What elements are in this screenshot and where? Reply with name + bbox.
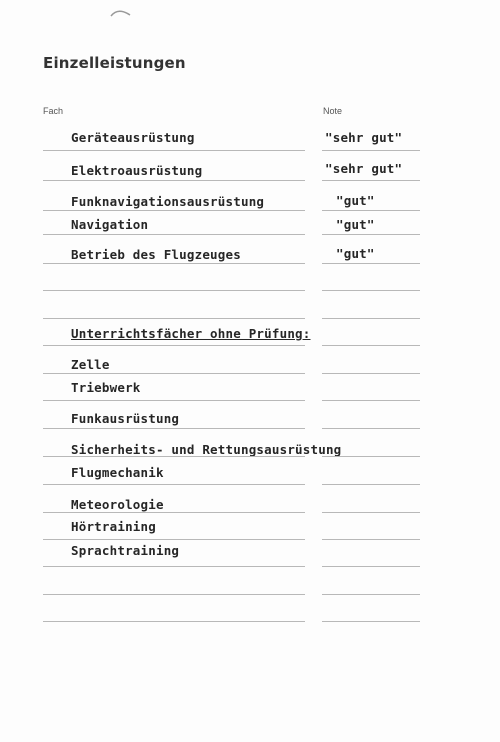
rule-line	[322, 594, 420, 595]
rule-line	[43, 456, 305, 457]
punch-mark-icon	[110, 8, 132, 18]
unexamined-subject-4: Sicherheits- und Rettungsausrüstung	[71, 442, 342, 457]
rule-line	[322, 400, 420, 401]
rule-line	[43, 484, 305, 485]
rule-line	[322, 263, 420, 264]
grade-row-3: "gut"	[336, 193, 375, 208]
rule-line	[322, 290, 420, 291]
subject-row-1: Geräteausrüstung	[71, 130, 195, 145]
subject-row-5: Betrieb des Flugzeuges	[71, 247, 241, 262]
rule-line	[322, 621, 420, 622]
rule-line	[43, 594, 305, 595]
rule-line	[43, 373, 305, 374]
subject-row-3: Funknavigationsausrüstung	[71, 194, 265, 209]
rule-line	[322, 484, 420, 485]
rule-line	[322, 456, 420, 457]
rule-line	[322, 318, 420, 319]
rule-line	[43, 539, 305, 540]
rule-line	[43, 400, 305, 401]
rule-line	[43, 263, 305, 264]
rule-line	[43, 345, 305, 346]
rule-line	[322, 566, 420, 567]
rule-line	[43, 150, 305, 151]
rule-line	[43, 210, 305, 211]
grade-row-1: "sehr gut"	[325, 130, 403, 145]
grade-row-2: "sehr gut"	[325, 161, 403, 176]
rule-line	[43, 290, 305, 291]
rule-line	[322, 180, 420, 181]
unexamined-subject-2: Triebwerk	[71, 380, 141, 395]
rule-line	[322, 512, 420, 513]
subject-row-2: Elektroausrüstung	[71, 163, 203, 178]
unexamined-subject-1: Zelle	[71, 357, 110, 372]
unexamined-subject-7: Hörtraining	[71, 519, 156, 534]
unexamined-subject-8: Sprachtraining	[71, 543, 180, 558]
subject-row-4: Navigation	[71, 217, 149, 232]
rule-line	[43, 512, 305, 513]
rule-line	[43, 234, 305, 235]
rule-line	[43, 180, 305, 181]
column-header-subject: Fach	[43, 106, 64, 116]
rule-line	[43, 428, 305, 429]
column-header-grade: Note	[323, 106, 343, 116]
grade-row-5: "gut"	[336, 246, 375, 261]
unexamined-subject-5: Flugmechanik	[71, 465, 164, 480]
unexamined-subject-3: Funkausrüstung	[71, 411, 180, 426]
grade-row-4: "gut"	[336, 217, 375, 232]
rule-line	[43, 621, 305, 622]
unexamined-subject-6: Meteorologie	[71, 497, 164, 512]
rule-line	[322, 373, 420, 374]
rule-line	[43, 318, 305, 319]
section-title: Einzelleistungen	[43, 54, 186, 72]
rule-line	[322, 345, 420, 346]
unexamined-heading: Unterrichtsfächer ohne Prüfung:	[71, 326, 311, 341]
rule-line	[322, 539, 420, 540]
rule-line	[322, 210, 420, 211]
rule-line	[322, 428, 420, 429]
rule-line	[322, 234, 420, 235]
rule-line	[322, 150, 420, 151]
rule-line	[43, 566, 305, 567]
